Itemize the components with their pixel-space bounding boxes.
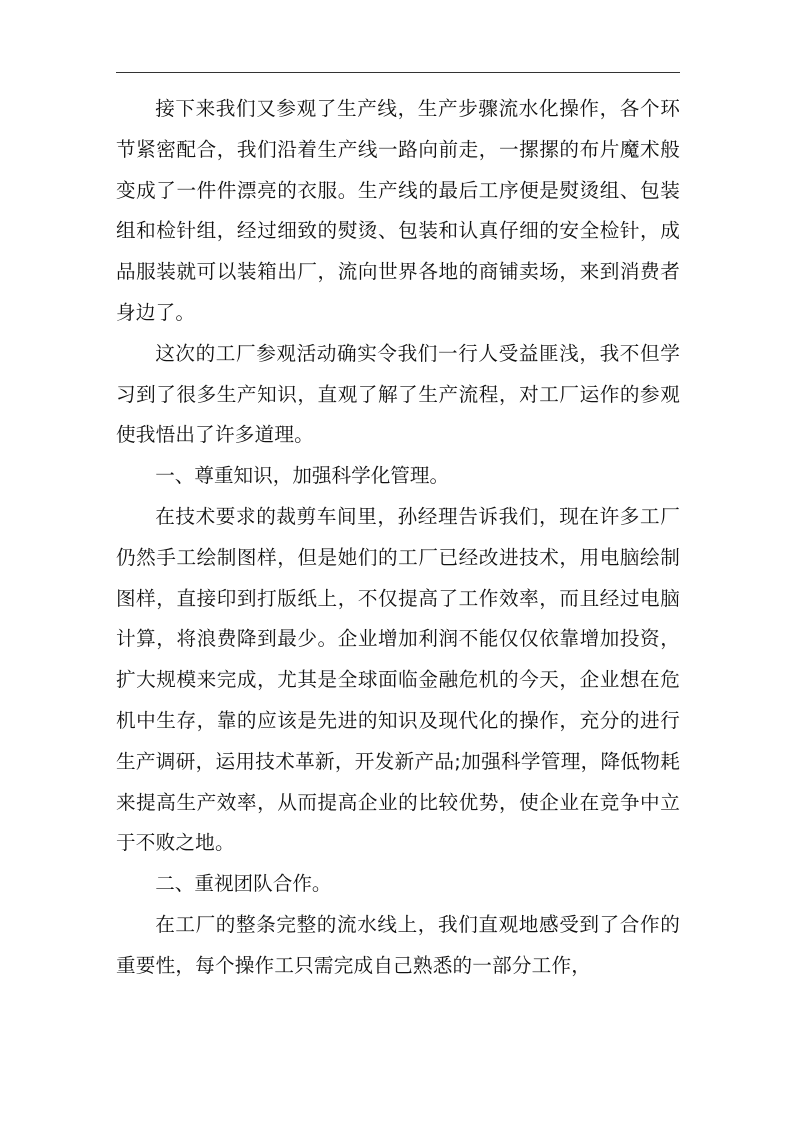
document-body <box>116 89 680 987</box>
paragraph-knowledge-management: 在技术要求的裁剪车间里，孙经理告诉我们，现在许多工厂仍然手工绘制图样，但是她们的工厂已经改进技术，用电脑绘制图样，直接印到打版纸上，不仅提高了工作效率，而且经过电脑计算，将浪费降到最少。企业增加利润不能仅仅依靠增加投资，扩大规模来完成，尤其是全球面临金融危机的今天，企业想在危机中生存，靠的应该是先进的知识及现代化的操作，充分的进行生产调研，运用技术革新，开发新产品;加强科学管理，降低物耗来提高生产效率，从而提高企业的比较优势，使企业在竞争中立于不败之地。 <box>116 504 680 855</box>
section-heading-teamwork: 二、重视团队合作。 <box>155 872 332 896</box>
paragraph-production-line: 接下来我们又参观了生产线，生产步骤流水化操作，各个环节紧密配合，我们沿着生产线一路向前走，一摞摞的布片魔术般变成了一件件漂亮的衣服。生产线的最后工序便是熨烫组、包装组和检针组，经过细致的熨烫、包装和认真仔细的安全检针，成品服装就可以装箱出厂，流向世界各地的商铺卖场，来到消费者身边了。 <box>116 97 680 324</box>
paragraph-teamwork: 在工厂的整条完整的流水线上，我们直观地感受到了合作的重要性，每个操作工只需完成自己熟悉的一部分工作， <box>116 912 680 977</box>
section-heading-knowledge: 一、尊重知识，加强科学化管理。 <box>155 464 450 488</box>
paragraph-visit-benefits: 这次的工厂参观活动确实令我们一行人受益匪浅，我不但学习到了很多生产知识，直观了解了生产流程，对工厂运作的参观使我悟出了许多道理。 <box>116 341 680 447</box>
header-rule <box>116 72 680 73</box>
